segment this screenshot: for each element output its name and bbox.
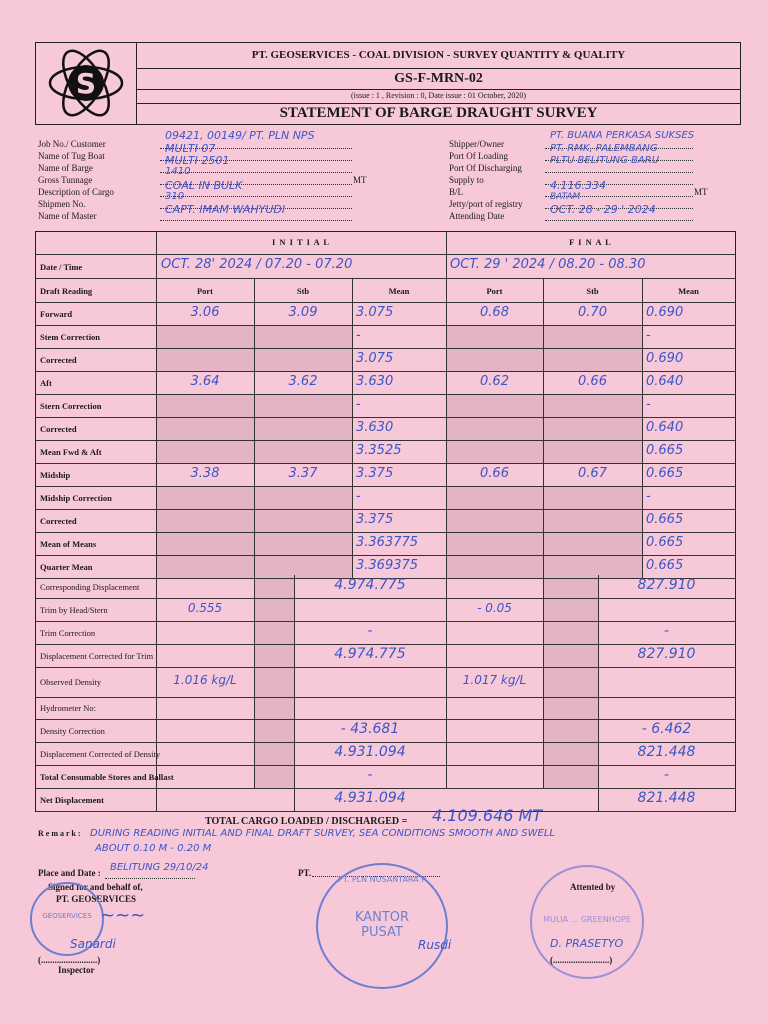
draft-value: 0.640	[646, 420, 684, 435]
info-label: Name of Master	[38, 211, 97, 221]
column-header: Stb	[586, 286, 599, 296]
svg-text:S: S	[75, 67, 97, 100]
draft-value: 0.62	[480, 374, 509, 389]
master-value: CAPT. IMAM WAHYUDI	[165, 203, 286, 216]
draft-value: 0.66	[578, 374, 607, 389]
inspector-label: Inspector	[58, 965, 95, 975]
final-disp-value: -	[663, 766, 670, 783]
info-label: Gross Tunnage	[38, 175, 93, 185]
shaded-cell	[446, 486, 642, 509]
doc-title: STATEMENT OF BARGE DRAUGHT SURVEY	[279, 105, 598, 121]
signed-label: Signed for and behalf of,	[48, 882, 143, 892]
draft-value: 0.665	[646, 443, 684, 458]
draft-reading-label: Draft Reading	[40, 286, 93, 296]
company-title: PT. GEOSERVICES - COAL DIVISION - SURVEY QUANTITY & QUALITY	[251, 49, 626, 61]
draft-value: 0.640	[646, 374, 684, 389]
draft-value: 3.38	[190, 466, 220, 481]
shaded-cell	[446, 417, 642, 440]
shaded-cell	[446, 509, 642, 532]
right-signature: D. PRASETYO	[550, 937, 624, 950]
draft-value: 3.375	[356, 466, 394, 481]
row-label: Observed Density	[40, 677, 102, 687]
draft-value: -	[356, 328, 361, 343]
draft-value: -	[356, 489, 361, 504]
total-value: 4.109.646 MT	[432, 806, 543, 825]
initial-header: I N I T I A L	[271, 237, 331, 247]
signed-company: PT. GEOSERVICES	[56, 894, 137, 904]
column-header: Port	[196, 286, 214, 296]
initial-disp-value: 4.974.775	[334, 645, 406, 662]
draft-value: 0.665	[646, 558, 684, 573]
shaded-cell	[446, 532, 642, 555]
row-label: Total Consumable Stores and Ballast	[40, 771, 174, 782]
logo	[36, 43, 137, 124]
draft-value: 3.369375	[356, 558, 419, 573]
bl-value: 4.116.334	[550, 179, 606, 192]
final-disp-value: 821.448	[637, 743, 696, 760]
unit-mt: MT	[353, 175, 367, 185]
row-label: Corrected	[40, 516, 77, 526]
draft-value: 0.690	[646, 351, 684, 366]
draft-value: -	[356, 397, 361, 412]
barge-value: MULTI 2501	[165, 154, 230, 167]
row-label: Trim Correction	[40, 627, 96, 638]
draft-value: 3.630	[356, 420, 394, 435]
initial-disp-value: -	[367, 766, 373, 783]
shaded-cell	[446, 348, 642, 371]
tunnage-value: 1410	[165, 166, 191, 177]
attented-blank: (.........................)	[550, 955, 613, 965]
final-header: F I N A L	[569, 237, 612, 247]
row-label: Trim by Head/Stern	[40, 604, 108, 615]
draft-value: 0.665	[646, 535, 684, 550]
info-label: Shipper/Owner	[449, 139, 504, 149]
draft-value: -	[646, 397, 651, 412]
draft-value: 3.630	[356, 374, 394, 389]
info-label: Shipmen No.	[38, 199, 86, 209]
inspector-signature: Sanardi	[70, 937, 116, 951]
remark-line2: ABOUT 0.10 M - 0.20 M	[95, 843, 212, 854]
row-label: Hydrometer No:	[40, 703, 96, 713]
row-label: Corresponding Displacement	[40, 581, 140, 592]
place-value: BELITUNG 29/10/24	[110, 862, 209, 873]
draft-value: 3.075	[356, 305, 394, 320]
initial-disp-value: - 43.681	[340, 720, 400, 737]
initial-disp-value: 4.974.775	[334, 576, 406, 593]
total-label: TOTAL CARGO LOADED / DISCHARGED =	[205, 816, 408, 827]
row-label: Aft	[40, 378, 52, 388]
header-box	[35, 42, 741, 125]
row-label: Stem Correction	[40, 332, 101, 342]
discharging-value: PLTU BELITUNG BARU	[550, 155, 660, 166]
draft-value: 3.37	[288, 466, 318, 481]
row-label: Density Correction	[40, 725, 105, 736]
draft-value: 0.665	[646, 512, 684, 527]
draft-value: -	[646, 489, 651, 504]
cargo-value: COAL IN BULK	[165, 179, 243, 192]
final-disp-value: 827.910	[637, 645, 696, 662]
column-header: Mean	[678, 286, 699, 296]
draft-value: -	[646, 328, 651, 343]
final-aux-value: - 0.05	[477, 600, 512, 615]
draft-value: 0.66	[480, 466, 509, 481]
initial-aux-value: 0.555	[187, 600, 223, 615]
form-code: GS-F-MRN-02	[394, 71, 483, 86]
column-header: Stb	[296, 286, 310, 296]
row-label: Mean of Means	[40, 539, 97, 549]
attended-stamp: MULIA ... GREENHOPE	[530, 865, 644, 979]
initial-disp-value: 4.931.094	[334, 743, 406, 760]
inspector-blank: (.........................)	[38, 955, 101, 965]
info-label: Description of Cargo	[38, 187, 114, 197]
info-label: Port Of Discharging	[449, 163, 522, 173]
info-label: B/L	[449, 187, 464, 197]
date-time-label: Date / Time	[40, 262, 83, 272]
draft-value: 0.68	[480, 305, 509, 320]
draft-value: 3.363775	[356, 535, 419, 550]
shipment-value: 310	[165, 191, 185, 202]
row-label: Stern Correction	[40, 401, 102, 411]
pln-stamp: PT. PLN NUSANTARA P KANTOR PUSAT	[316, 863, 448, 989]
place-label: Place and Date :	[38, 868, 101, 878]
shipper-value: PT. BUANA PERKASA SUKSES	[550, 130, 695, 141]
geoservices-stamp: GEOSERVICES	[30, 882, 104, 956]
final-disp-value: 821.448	[637, 789, 696, 806]
info-label: Name of Tug Boat	[38, 151, 105, 161]
info-label: Jetty/port of registry	[449, 199, 523, 209]
row-label: Displacement Corrected for Trim	[40, 650, 154, 661]
final-disp-value: 827.910	[637, 576, 696, 593]
draft-value: 3.06	[190, 305, 220, 320]
issue-line: (issue : 1 , Revision : 0, Date issue : 01 October, 2020)	[351, 91, 526, 100]
draft-value: 0.70	[578, 305, 607, 320]
row-label: Mean Fwd & Aft	[40, 447, 102, 457]
final-disp-value: -	[663, 622, 670, 639]
geoservices-globe-logo-icon	[36, 43, 136, 124]
draft-value: 3.09	[288, 305, 318, 320]
attented-label: Attented by	[570, 882, 616, 892]
draft-value: 0.665	[646, 466, 684, 481]
row-label: Forward	[40, 309, 73, 319]
shaded-cell	[446, 440, 642, 463]
row-label: Quarter Mean	[40, 562, 93, 572]
draft-value: 3.075	[356, 351, 394, 366]
middle-signature: Rusdi	[418, 938, 452, 952]
tug-value: MULTI 07	[165, 142, 216, 155]
draft-value: 0.67	[578, 466, 607, 481]
draft-value: 3.375	[356, 512, 394, 527]
info-label: Job No./ Customer	[38, 139, 106, 149]
loading-value: PT. RMK, PALEMBANG	[550, 143, 658, 154]
shaded-cell	[254, 575, 294, 788]
row-label: Net Displacement	[40, 794, 104, 805]
pt-label: PT.	[298, 868, 312, 878]
initial-disp-value: 4.931.094	[334, 789, 406, 806]
draft-value: 3.64	[190, 374, 220, 389]
draft-value: 3.62	[288, 374, 318, 389]
row-label: Corrected	[40, 355, 77, 365]
info-label: Supply to	[449, 175, 484, 185]
job-value: 09421, 00149/ PT. PLN NPS	[165, 129, 315, 142]
remark-line1: DURING READING INITIAL AND FINAL DRAFT SURVEY, SEA CONDITIONS SMOOTH AND SWELL	[90, 828, 555, 839]
jetty-value: BATAM	[550, 192, 581, 202]
initial-aux-value: 1.016 kg/L	[173, 673, 237, 687]
unit-mt: MT	[694, 187, 708, 197]
row-label: Midship	[40, 470, 71, 480]
row-label: Midship Correction	[40, 493, 112, 503]
row-label: Corrected	[40, 424, 77, 434]
row-label: Displacement Corrected of Density	[40, 748, 161, 759]
attending-value: OCT. 28 - 29 ' 2024	[550, 203, 656, 216]
column-header: Mean	[388, 286, 410, 296]
column-header: Port	[486, 286, 503, 296]
signature-scribble: ~~~	[100, 905, 146, 926]
final-date: OCT. 29 ' 2024 / 08.20 - 08.30	[450, 257, 646, 272]
shaded-cell	[543, 575, 598, 788]
final-disp-value: - 6.462	[641, 720, 692, 737]
initial-disp-value: -	[367, 622, 373, 639]
final-aux-value: 1.017 kg/L	[462, 673, 527, 687]
remark-label: R e m a r k :	[38, 829, 81, 838]
draft-value: 3.3525	[356, 443, 402, 458]
info-label: Port Of Loading	[449, 151, 508, 161]
initial-date: OCT. 28' 2024 / 07.20 - 07.20	[161, 257, 353, 272]
draft-value: 0.690	[646, 305, 684, 320]
info-label: Attending Date	[449, 211, 505, 221]
shaded-cell	[446, 325, 642, 348]
shaded-cell	[446, 394, 642, 417]
info-label: Name of Barge	[38, 163, 93, 173]
survey-table	[35, 231, 736, 812]
